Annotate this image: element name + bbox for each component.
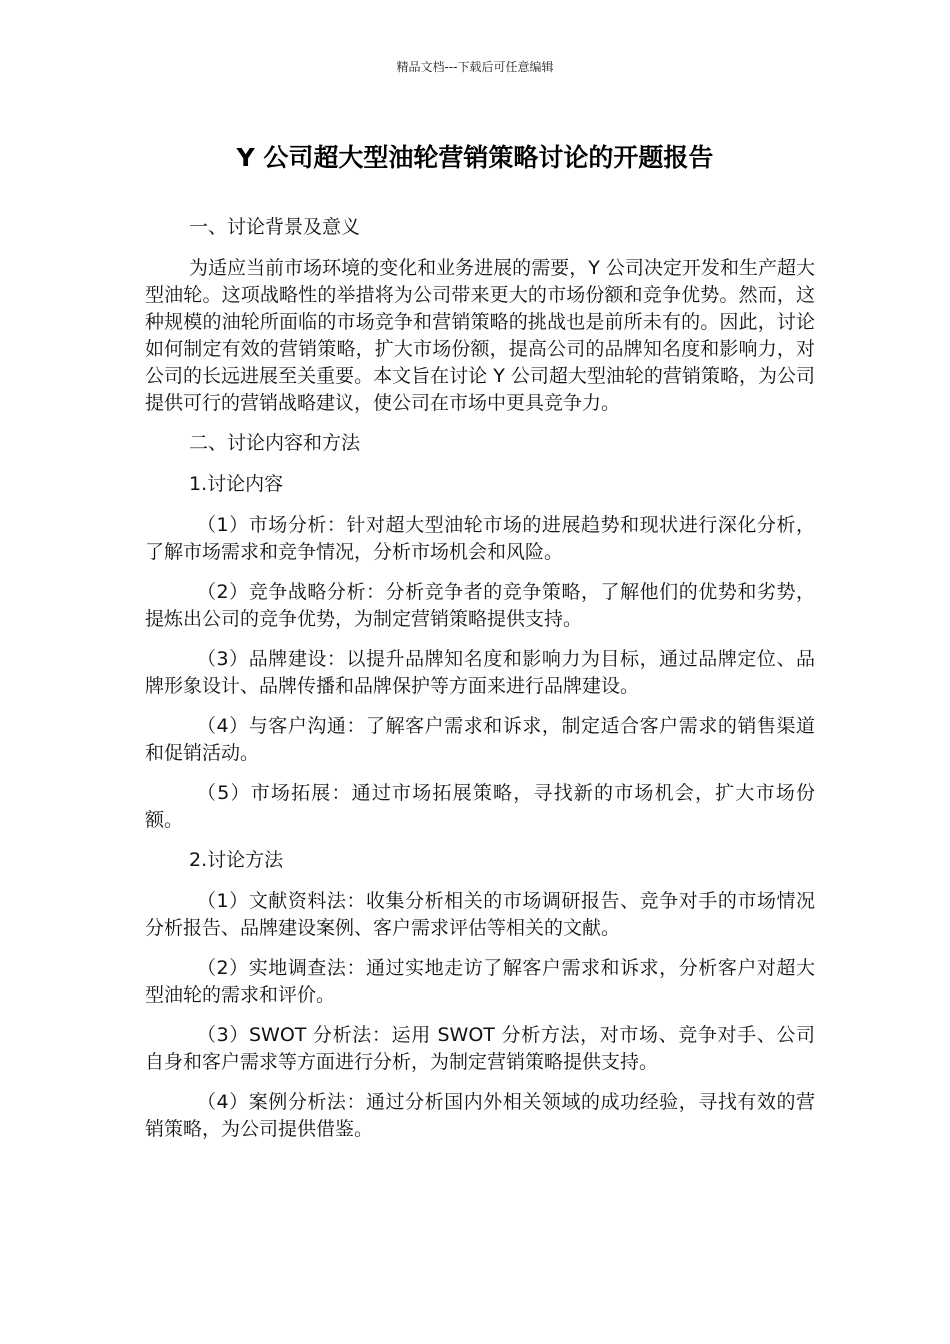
method-item-field-survey: （2）实地调查法：通过实地走访了解客户需求和诉求，分析客户对超大型油轮的需求和评价。: [145, 957, 815, 1006]
section-heading-content-method: 二、讨论内容和方法: [189, 432, 361, 454]
method-item-swot: （3）SWOT 分析法：运用 SWOT 分析方法，对市场、竞争对手、公司自身和客户需求等方面进行分析，为制定营销策略提供支持。: [145, 1024, 815, 1073]
content-item-market-expansion: （5）市场拓展：通过市场拓展策略，寻找新的市场机会，扩大市场份额。: [145, 782, 815, 831]
content-item-market-analysis: （1）市场分析：针对超大型油轮市场的进展趋势和现状进行深化分析，了解市场需求和竞争情况，分析市场机会和风险。: [145, 514, 815, 563]
subheading-content: 1.讨论内容: [189, 473, 284, 495]
subheading-methods: 2.讨论方法: [189, 849, 284, 871]
header-note: 精品文档---下载后可任意编辑: [396, 60, 554, 74]
document-body: [145, 214, 815, 1156]
section-heading-background: 一、讨论背景及意义: [189, 216, 361, 238]
content-item-competition-analysis: （2）竞争战略分析：分析竞争者的竞争策略，了解他们的优势和劣势，提炼出公司的竞争优势，为制定营销策略提供支持。: [145, 581, 815, 630]
background-paragraph: 为适应当前市场环境的变化和业务进展的需要，Y 公司决定开发和生产超大型油轮。这项战略性的举措将为公司带来更大的市场份额和竞争优势。然而，这种规模的油轮所面临的市场竞争和营销策略的挑战也是前所未有的。因此，讨论如何制定有效的营销策略，扩大市场份额，提高公司的品牌知名度和影响力，对公司的长远进展至关重要。本文旨在讨论 Y 公司超大型油轮的营销策略，为公司提供可行的营销战略建议，使公司在市场中更具竞争力。: [145, 257, 815, 414]
content-item-customer-communication: （4）与客户沟通：了解客户需求和诉求，制定适合客户需求的销售渠道和促销活动。: [145, 715, 815, 764]
method-item-literature: （1）文献资料法：收集分析相关的市场调研报告、竞争对手的市场情况分析报告、品牌建设案例、客户需求评估等相关的文献。: [145, 890, 815, 939]
content-item-brand-building: （3）品牌建设：以提升品牌知名度和影响力为目标，通过品牌定位、品牌形象设计、品牌传播和品牌保护等方面来进行品牌建设。: [145, 648, 815, 697]
document-title: Y 公司超大型油轮营销策略讨论的开题报告: [236, 143, 714, 172]
method-item-case-study: （4）案例分析法：通过分析国内外相关领域的成功经验，寻找有效的营销策略，为公司提供借鉴。: [145, 1091, 815, 1140]
